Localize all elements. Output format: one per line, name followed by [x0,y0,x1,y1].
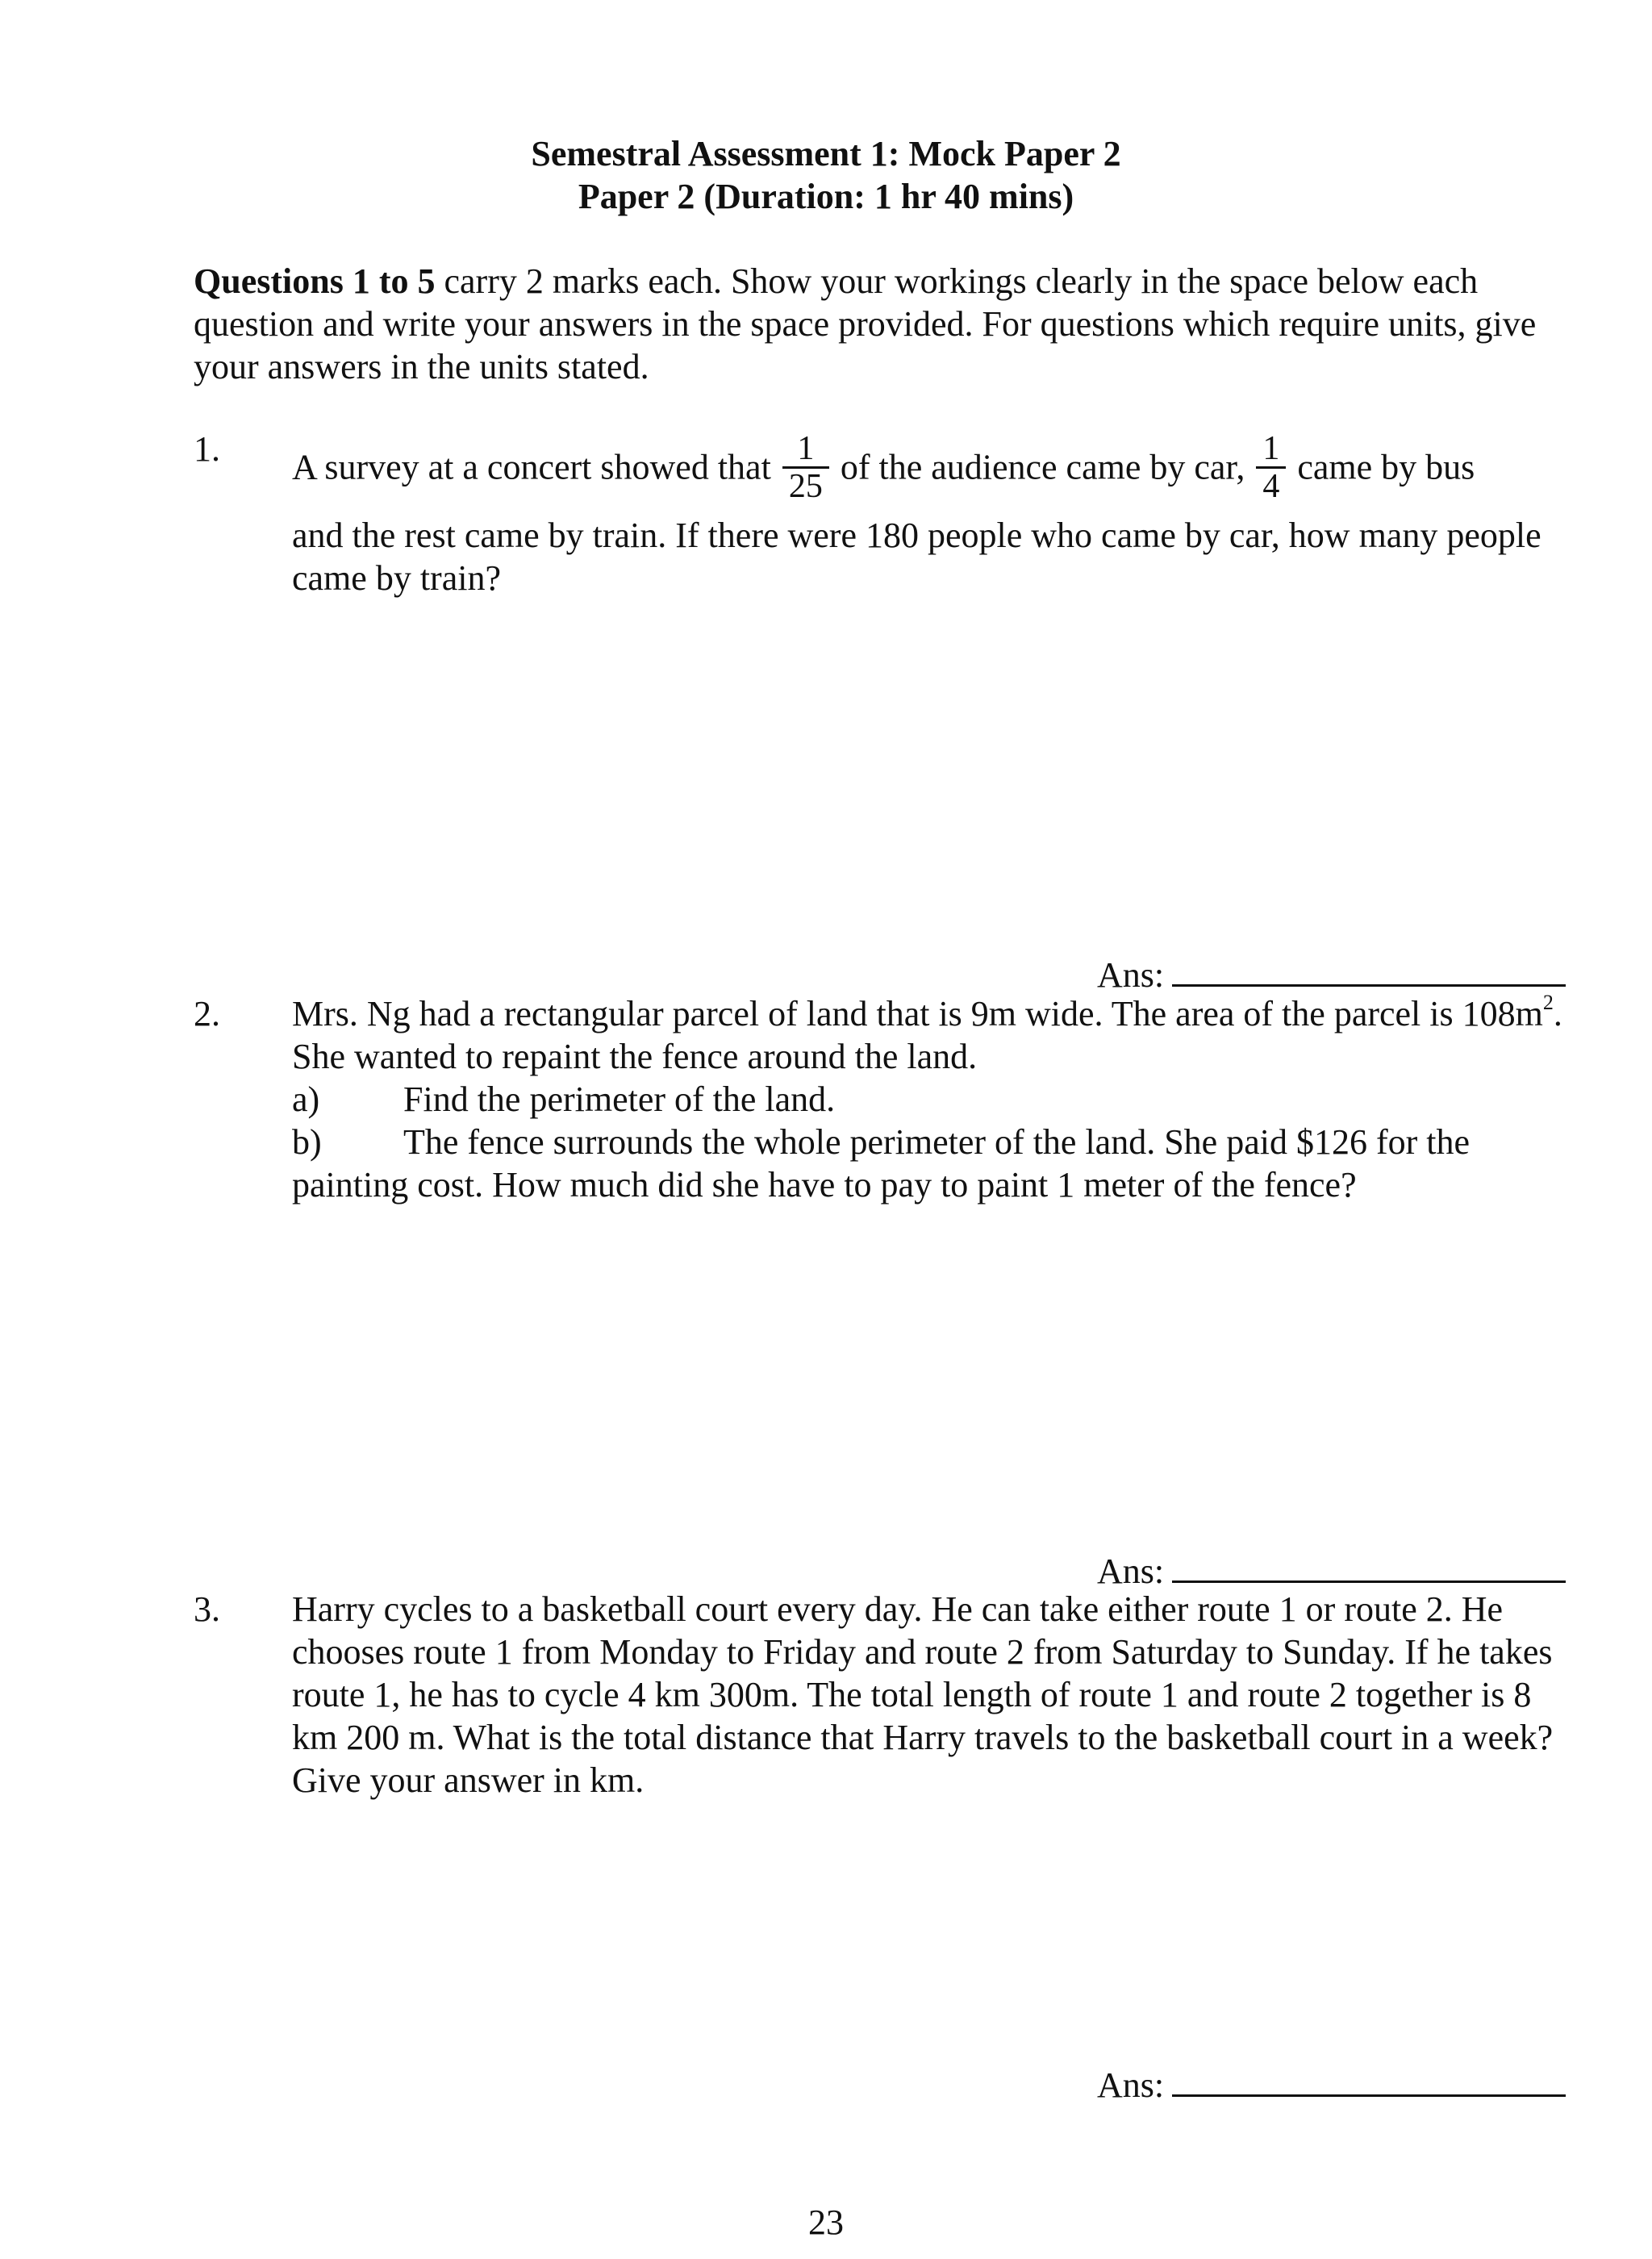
fraction-one-twenty-fifth [782,431,829,504]
question-2-number: 2. [194,994,220,1033]
page-number: 23 [808,2203,844,2242]
question-3-text: Harry cycles to a basketball court every day. He can take either route 1 or route 2. He chooses route 1 from Monday to Friday and route 2 from Saturday to Sunday. If he takes route 1, he has to cycle 4 km 300m. The total length of route 1 and route 2 together is 8 km 200 m. What is the total distance that Harry travels to the basketball court in a week? Give your answer in km. [292,1589,1554,1800]
part-text: The fence surrounds the whole perimeter of the land. She paid $126 for the [403,1122,1471,1162]
question-1-text-part2: of the audience came by car, [840,447,1245,487]
instructions-text: carry 2 marks each. Show your workings clearly in the space below each question and write your answers in the space provided. For questions which require units, give your answers in the units stated. [194,261,1537,386]
question-1-number: 1. [194,429,220,469]
answer-blank[interactable] [1172,1545,1566,1583]
question-1-text-part1: A survey at a concert showed that [292,447,771,487]
question-1-first-line [292,430,1575,507]
superscript-2: 2 [1542,991,1554,1015]
answer-blank[interactable] [1172,949,1566,987]
instructions-bold-lead: Questions 1 to 5 [194,261,436,301]
paper-subtitle: Paper 2 (Duration: 1 hr 40 mins) [578,177,1074,216]
fraction-denominator: 4 [1256,466,1286,504]
answer-label: Ans: [1097,1551,1165,1591]
question-3-answer [1097,2059,1573,2107]
question-2-intro [292,992,1575,1078]
question-2-part-a [292,1078,1575,1121]
question-1 [292,430,1575,599]
part-text: Find the perimeter of the land. [403,1079,836,1119]
question-1-text-rest: and the rest came by train. If there were 180 people who came by car, how many people came by train? [292,516,1541,598]
fraction-numerator: 1 [1262,430,1280,467]
part-label: a) [292,1079,320,1119]
part-label: b) [292,1122,322,1162]
question-2 [292,992,1575,1206]
fraction-denominator: 25 [782,466,829,504]
question-2-answer [1097,1545,1573,1593]
instructions [194,260,1581,388]
fraction-one-quarter [1256,431,1286,504]
question-3-number: 3. [194,1589,220,1629]
question-1-answer [1097,949,1573,996]
answer-label: Ans: [1097,2065,1165,2105]
question-1-text-part3: came by bus [1297,447,1475,487]
answer-blank[interactable] [1172,2059,1566,2097]
page-title: Semestral Assessment 1: Mock Paper 2 [531,134,1121,173]
answer-label: Ans: [1097,955,1165,995]
question-2-part-b-continuation: painting cost. How much did she have to pay to paint 1 meter of the fence? [292,1165,1357,1205]
fraction-numerator: 1 [797,430,815,467]
question-2-part-b [292,1121,1575,1163]
question-2-intro-text-cont: . She wanted to repaint the fence around the land. [292,994,1562,1076]
question-2-intro-text: Mrs. Ng had a rectangular parcel of land that is 9m wide. The area of the parcel is 108m [292,994,1543,1033]
